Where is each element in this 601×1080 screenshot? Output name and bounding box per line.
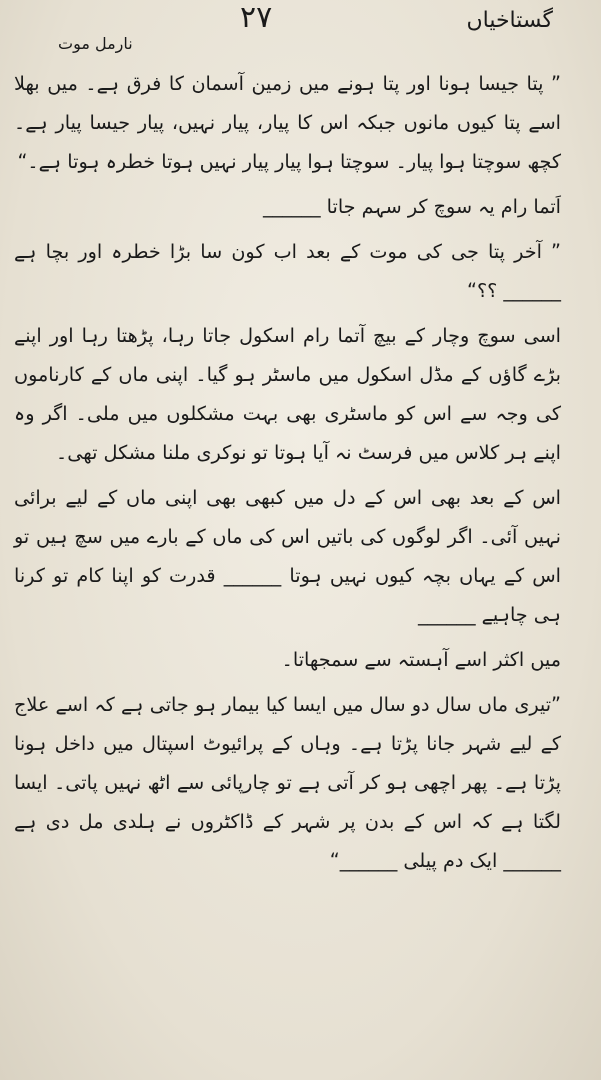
book-title: گستاخیاں: [466, 8, 553, 33]
paragraph-1: ” پتا جیسا ہونا اور پتا ہونے میں زمین آسمان کا فرق ہے۔ میں بھلا اسے پتا کیوں مانوں جبکہ اس کا پیار، پیار نہیں، پیار جیسا پیار ہے۔ کچھ سوچتا ہوا پیار۔ سوچتا ہوا پیار پیار نہیں ہوتا خطرہ ہوتا ہے۔“: [14, 72, 561, 173]
paragraph-7: ”تیری ماں سال دو سال میں ایسا کیا بیمار ہو جاتی ہے کہ اسے علاج کے لیے شہر جانا پڑتا ہے۔ وہاں کے پرائیوٹ اسپتال میں داخل ہونا پڑتا ہے۔ پھر اچھی ہو کر آتی ہے تو چارپائی سے اٹھ نہیں پاتی۔ ایسا لگتا ہے کہ اس کے بدن پر شہر کے ڈاکٹروں نے ہلدی مل دی ہے ______ ایک دم پیلی ______“: [14, 693, 561, 872]
chapter-title: نارمل موت: [58, 34, 133, 53]
paragraph-3: ” آخر پتا جی کی موت کے بعد اب کون سا بڑا خطرہ اور بچا ہے ______ ؟؟“: [14, 240, 561, 302]
paragraph-4: اسی سوچ وچار کے بیچ آتما رام اسکول جاتا رہا، پڑھتا رہا اور اپنے بڑے گاؤں کے مڈل اسکول میں ماسٹر ہو گیا۔ اپنی ماں کے کارناموں کی وجہ سے اس کو ماسٹری بھی بہت مشکلوں میں ملی۔ اگر وہ اپنے ہر کلاس میں فرسٹ نہ آیا ہوتا تو نوکری ملنا مشکل تھی۔: [14, 324, 561, 464]
paragraph-2: اَتما رام یہ سوچ کر سہم جاتا ______: [262, 195, 561, 218]
paragraph-6: میں اکثر اسے آہستہ سے سمجھاتا۔: [281, 648, 561, 671]
paragraph-5: اس کے بعد بھی اس کے دل میں کبھی بھی اپنی ماں کے لیے برائی نہیں آئی۔ اگر لوگوں کی باتیں اس کی ماں کے بارے میں سچ ہیں تو اس کے یہاں بچہ کیوں نہیں ہوتا ______ قدرت کو اپنا کام تو کرنا ہی چاہیے ______: [14, 486, 561, 626]
page-header: [0, 0, 601, 62]
page-body: [14, 64, 587, 1060]
page-number: ۲۷: [240, 0, 273, 35]
